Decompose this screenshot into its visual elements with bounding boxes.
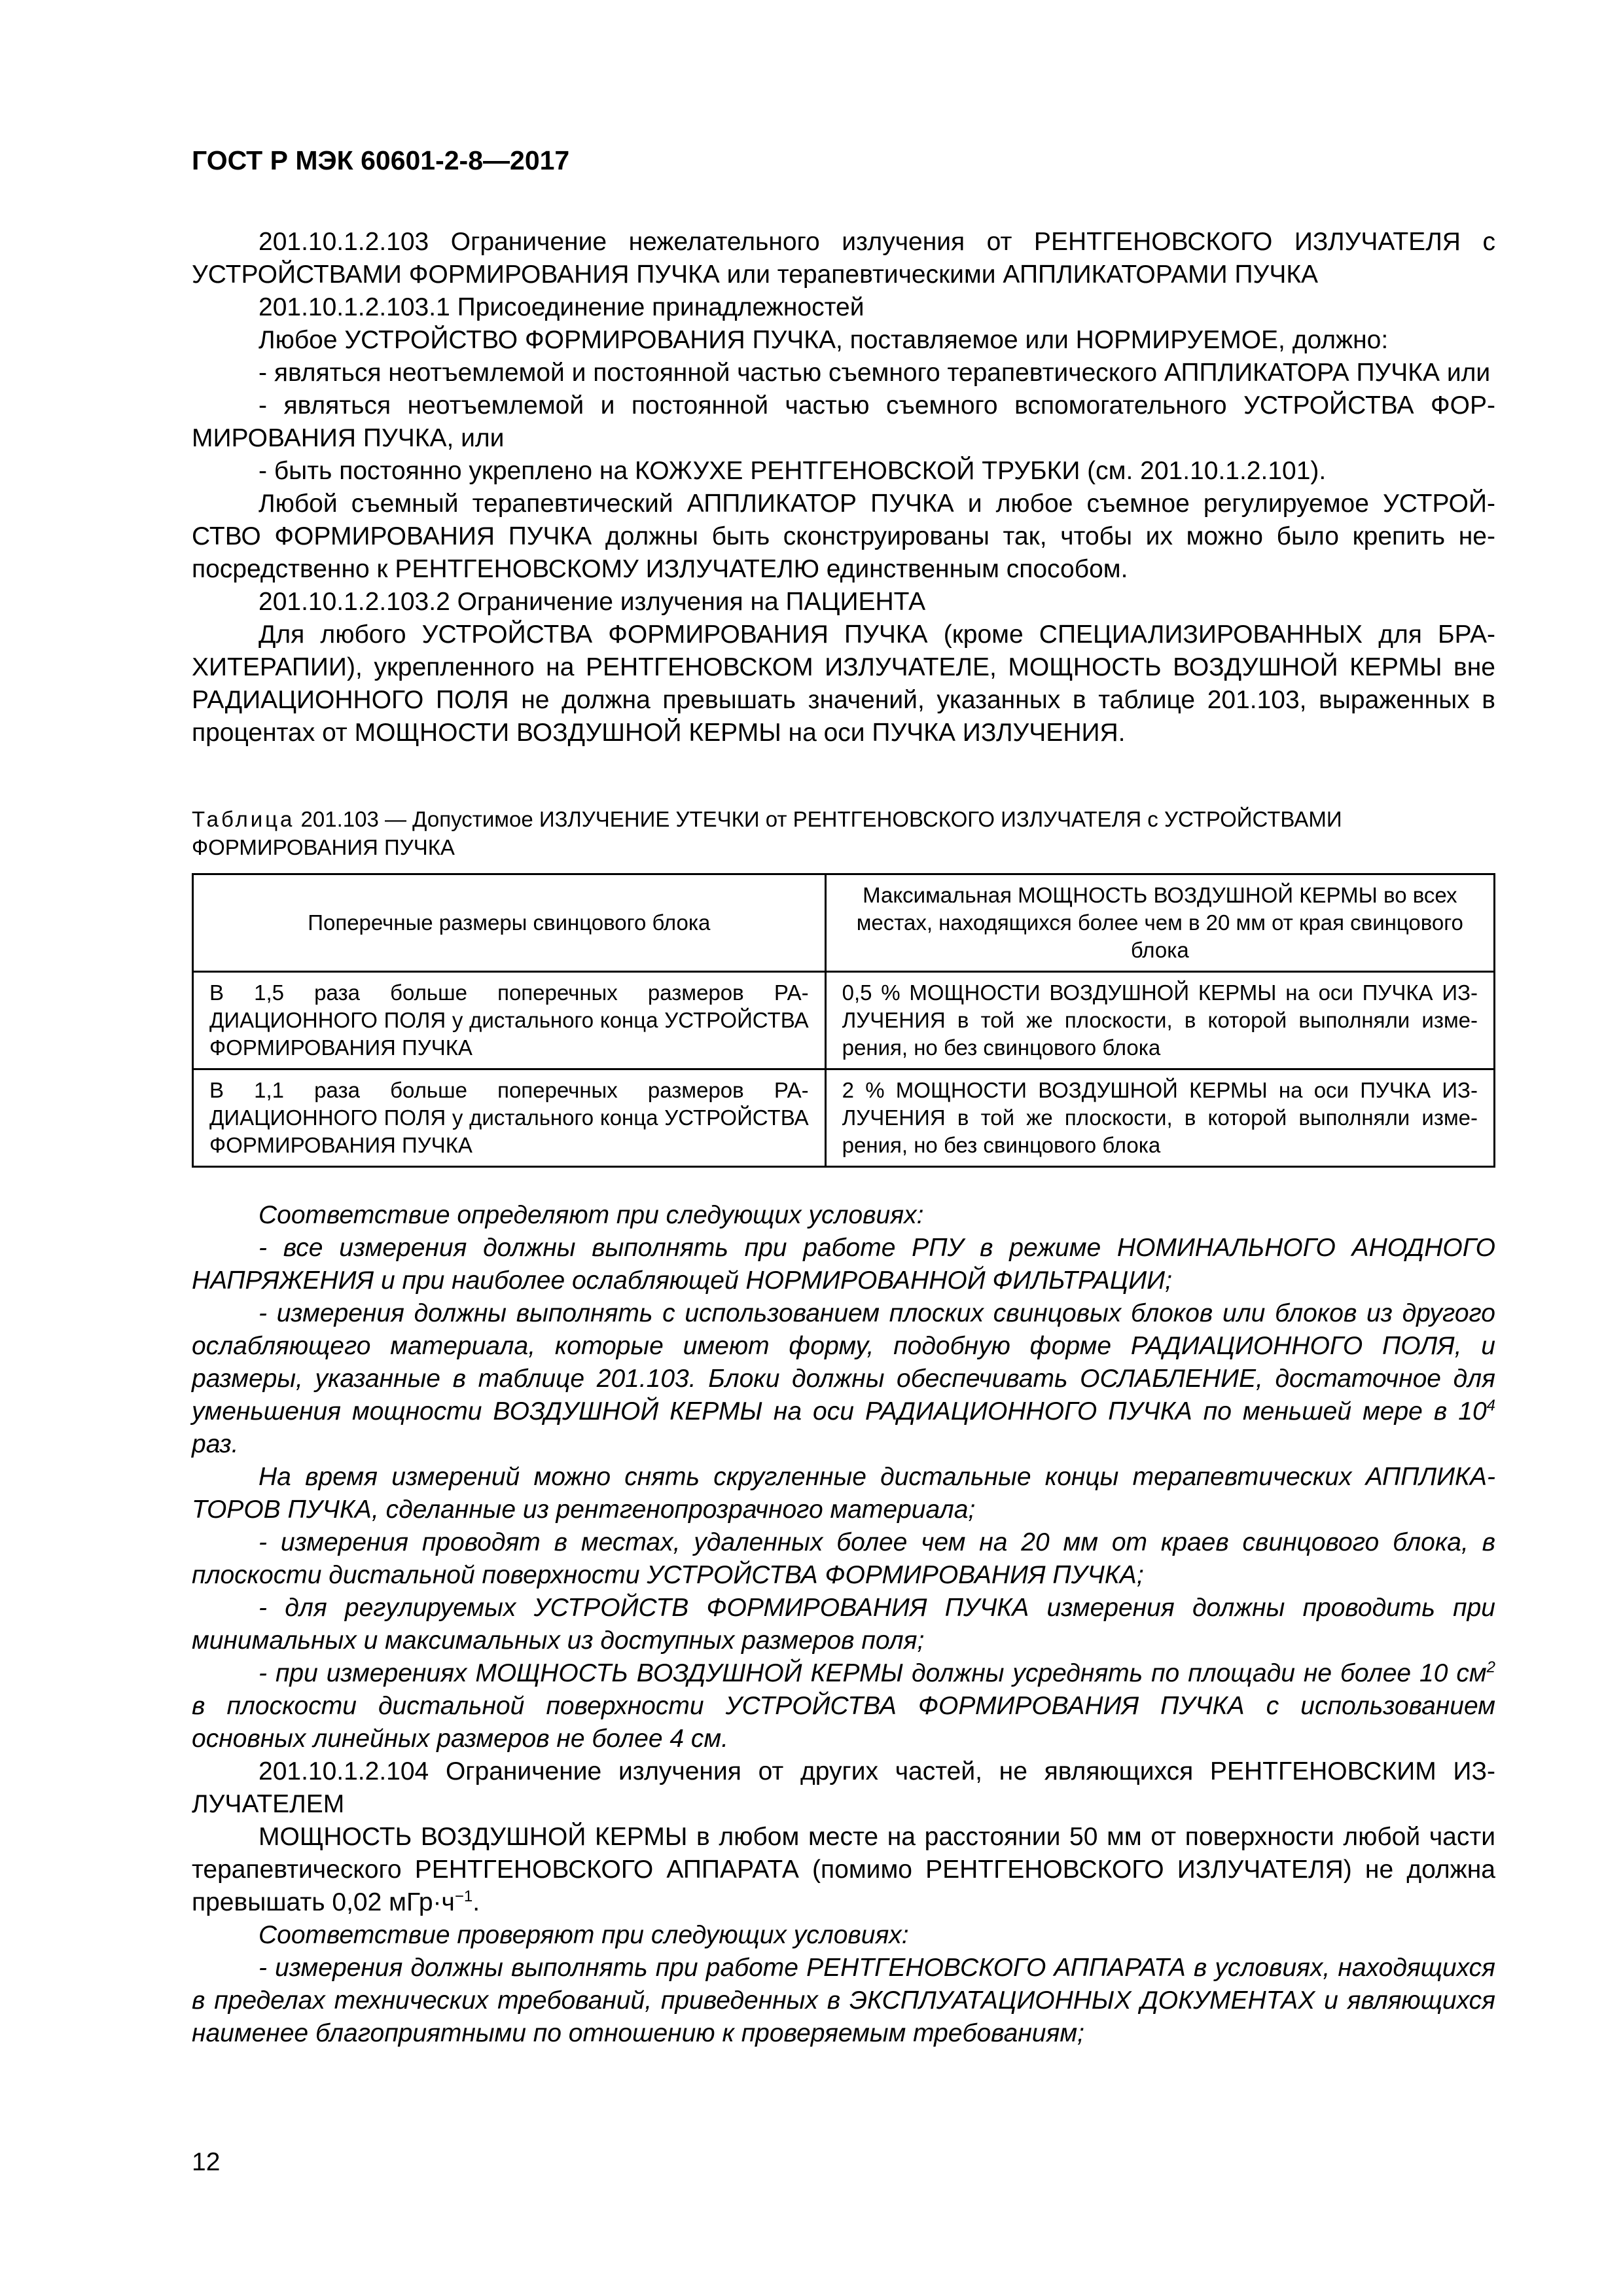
- paragraph: Любое УСТРОЙСТВО ФОРМИРОВАНИЯ ПУЧКА, поставляемое или НОРМИРУЕМОЕ, должно:: [259, 326, 1389, 354]
- compliance-intro: Соответствие проверяют при следующих условиях:: [259, 1921, 909, 1949]
- list-item: - для регулируемых УСТРОЙСТВ ФОРМИРОВАНИЯ ПУЧКА измерения должны проводить при минимальных и максимальных из доступных размеров поля;: [192, 1594, 1495, 1655]
- table-cell: В 1,5 раза больше поперечных размеров РАДИАЦИОННОГО ПОЛЯ у дистального конца УСТРОЙСТВА ФОРМИРОВАНИЯ ПУЧКА: [193, 972, 826, 1069]
- paragraph: 201.10.1.2.103 Ограничение нежелательного излучения от РЕНТГЕНОВСКОГО ИЗЛУЧАТЕЛЯ с УСТРОЙСТВАМИ ФОРМИРОВАНИЯ ПУЧКА или терапевтическими АППЛИКАТОРАМИ ПУЧКА: [192, 228, 1495, 289]
- top-section: [192, 226, 1495, 749]
- table-row: [193, 972, 1495, 1069]
- document-header: ГОСТ Р МЭК 60601-2-8—2017: [192, 145, 570, 175]
- list-item: - быть постоянно укреплено на КОЖУХЕ РЕНТГЕНОВСКОЙ ТРУБКИ (см. 201.10.1.2.101).: [259, 457, 1327, 485]
- list-item: - являться неотъемлемой и постоянной частью съемного терапевтического АППЛИКАТОРА ПУЧКА или: [259, 359, 1491, 387]
- list-item: - все измерения должны выполнять при работе РПУ в режиме НОМИНАЛЬНОГО АНОДНОГО НАПРЯЖЕНИЯ и при наиболее ослабляющей НОРМИРОВАННОЙ ФИЛЬТРАЦИИ;: [192, 1234, 1495, 1295]
- paragraph: 201.10.1.2.103.1 Присоединение принадлежностей: [259, 293, 865, 321]
- table-cell: 2 % МОЩНОСТИ ВОЗДУШНОЙ КЕРМЫ на оси ПУЧКА ИЗЛУЧЕНИЯ в той же плоскости, в которой выполняли измерения, но без свинцового блока: [825, 1069, 1494, 1167]
- list-item: - являться неотъемлемой и постоянной частью съемного вспомогательного УСТРОЙСТВА ФОРМИРОВАНИЯ ПУЧКА, или: [192, 391, 1495, 452]
- table-cell: В 1,1 раза больше поперечных размеров РАДИАЦИОННОГО ПОЛЯ у дистального конца УСТРОЙСТВА ФОРМИРОВАНИЯ ПУЧКА: [193, 1069, 826, 1167]
- caption-text: 201.103 — Допустимое ИЗЛУЧЕНИЕ УТЕЧКИ от РЕНТГЕНОВСКОГО ИЗЛУЧАТЕЛЯ с УСТРОЙСТВАМИ ФОРМИРОВАНИЯ ПУЧКА: [192, 807, 1342, 859]
- page-number: 12: [192, 2148, 221, 2176]
- list-item: На время измерений можно снять скругленные дистальные концы терапевтических АППЛИКАТОРОВ ПУЧКА, сделанные из рентгенопрозрачного материала;: [192, 1463, 1495, 1524]
- table-header-row: [193, 874, 1495, 972]
- paragraph: МОЩНОСТЬ ВОЗДУШНОЙ КЕРМЫ в любом месте на расстоянии 50 мм от поверхности любой части терапевтического РЕНТГЕНОВСКОГО АППАРАТА (помимо РЕНТГЕНОВСКОГО ИЗЛУЧАТЕЛЯ) не должна превышать 0,02 $мГр\cdot ч^{-1}$.: [192, 1823, 1495, 1916]
- paragraph: 201.10.1.2.103.2 Ограничение излучения на ПАЦИЕНТА: [259, 588, 926, 616]
- compliance-intro: Соответствие определяют при следующих условиях:: [259, 1201, 924, 1229]
- data-table: [192, 873, 1495, 1168]
- caption-label: Таблица: [192, 807, 295, 831]
- list-item: - при измерениях МОЩНОСТЬ ВОЗДУШНОЙ КЕРМЫ должны усреднять по площади не более 10 $см^2$ в плоскости дистальной поверхности УСТРОЙСТВА ФОРМИРОВАНИЯ ПУЧКА с использованием основных линейных размеров не более 4 см.: [192, 1659, 1495, 1753]
- column-header: Максимальная МОЩНОСТЬ ВОЗДУШНОЙ КЕРМЫ во всех местах, находящихся более чем в 20 мм от края свинцового блока: [825, 874, 1494, 972]
- column-header: Поперечные размеры свинцового блока: [193, 874, 826, 972]
- compliance-section: [192, 1199, 1495, 2050]
- list-item: - измерения должны выполнять при работе РЕНТГЕНОВСКОГО АППАРАТА в условиях, находящихся в пределах технических требований, приведенных в ЭКСПЛУАТАЦИОННЫХ ДОКУМЕНТАХ и являющихся наименее благоприятными по отношению к проверяемым требованиям;: [192, 1954, 1495, 2047]
- list-item: - измерения должны выполнять с использованием плоских свинцовых блоков или блоков из другого ослабляющего материала, которые имеют форму, подобную форме РАДИАЦИОННОГО ПОЛЯ, и размеры, указанные в таблице 201.103. Блоки должны обеспечивать ОСЛАБЛЕНИЕ, достаточное для уменьшения мощности ВОЗДУШНОЙ КЕРМЫ на оси РАДИАЦИОННОГО ПУЧКА по меньшей мере в $10^4$ раз.: [192, 1299, 1495, 1458]
- paragraph: Для любого УСТРОЙСТВА ФОРМИРОВАНИЯ ПУЧКА (кроме СПЕЦИАЛИЗИРОВАННЫХ для БРАХИТЕРАПИИ), укрепленного на РЕНТГЕНОВСКОМ ИЗЛУЧАТЕЛЕ, МОЩНОСТЬ ВОЗДУШНОЙ КЕРМЫ вне РАДИАЦИОННОГО ПОЛЯ не должна превышать значений, указанных в таблице 201.103, выраженных в процентах от МОЩНОСТИ ВОЗДУШНОЙ КЕРМЫ на оси ПУЧКА ИЗЛУЧЕНИЯ.: [192, 620, 1495, 747]
- list-item: - измерения проводят в местах, удаленных более чем на 20 мм от краев свинцового блока, в плоскости дистальной поверхности УСТРОЙСТВА ФОРМИРОВАНИЯ ПУЧКА;: [192, 1528, 1495, 1589]
- table-cell: 0,5 % МОЩНОСТИ ВОЗДУШНОЙ КЕРМЫ на оси ПУЧКА ИЗЛУЧЕНИЯ в той же плоскости, в которой выполняли измерения, но без свинцового блока: [825, 972, 1494, 1069]
- section-title: 201.10.1.2.104 Ограничение излучения от других частей, не являющихся РЕНТГЕНОВСКИМ ИЗЛУЧАТЕЛЕМ: [192, 1757, 1495, 1818]
- table-caption: [192, 805, 1495, 861]
- table-row: [193, 1069, 1495, 1167]
- table-container: [192, 873, 1495, 1168]
- paragraph: Любой съемный терапевтический АППЛИКАТОР ПУЧКА и любое съемное регулируемое УСТРОЙСТВО ФОРМИРОВАНИЯ ПУЧКА должны быть сконструированы так, чтобы их можно было крепить непосредственно к РЕНТГЕНОВСКОМУ ИЗЛУЧАТЕЛЮ единственным способом.: [192, 490, 1495, 583]
